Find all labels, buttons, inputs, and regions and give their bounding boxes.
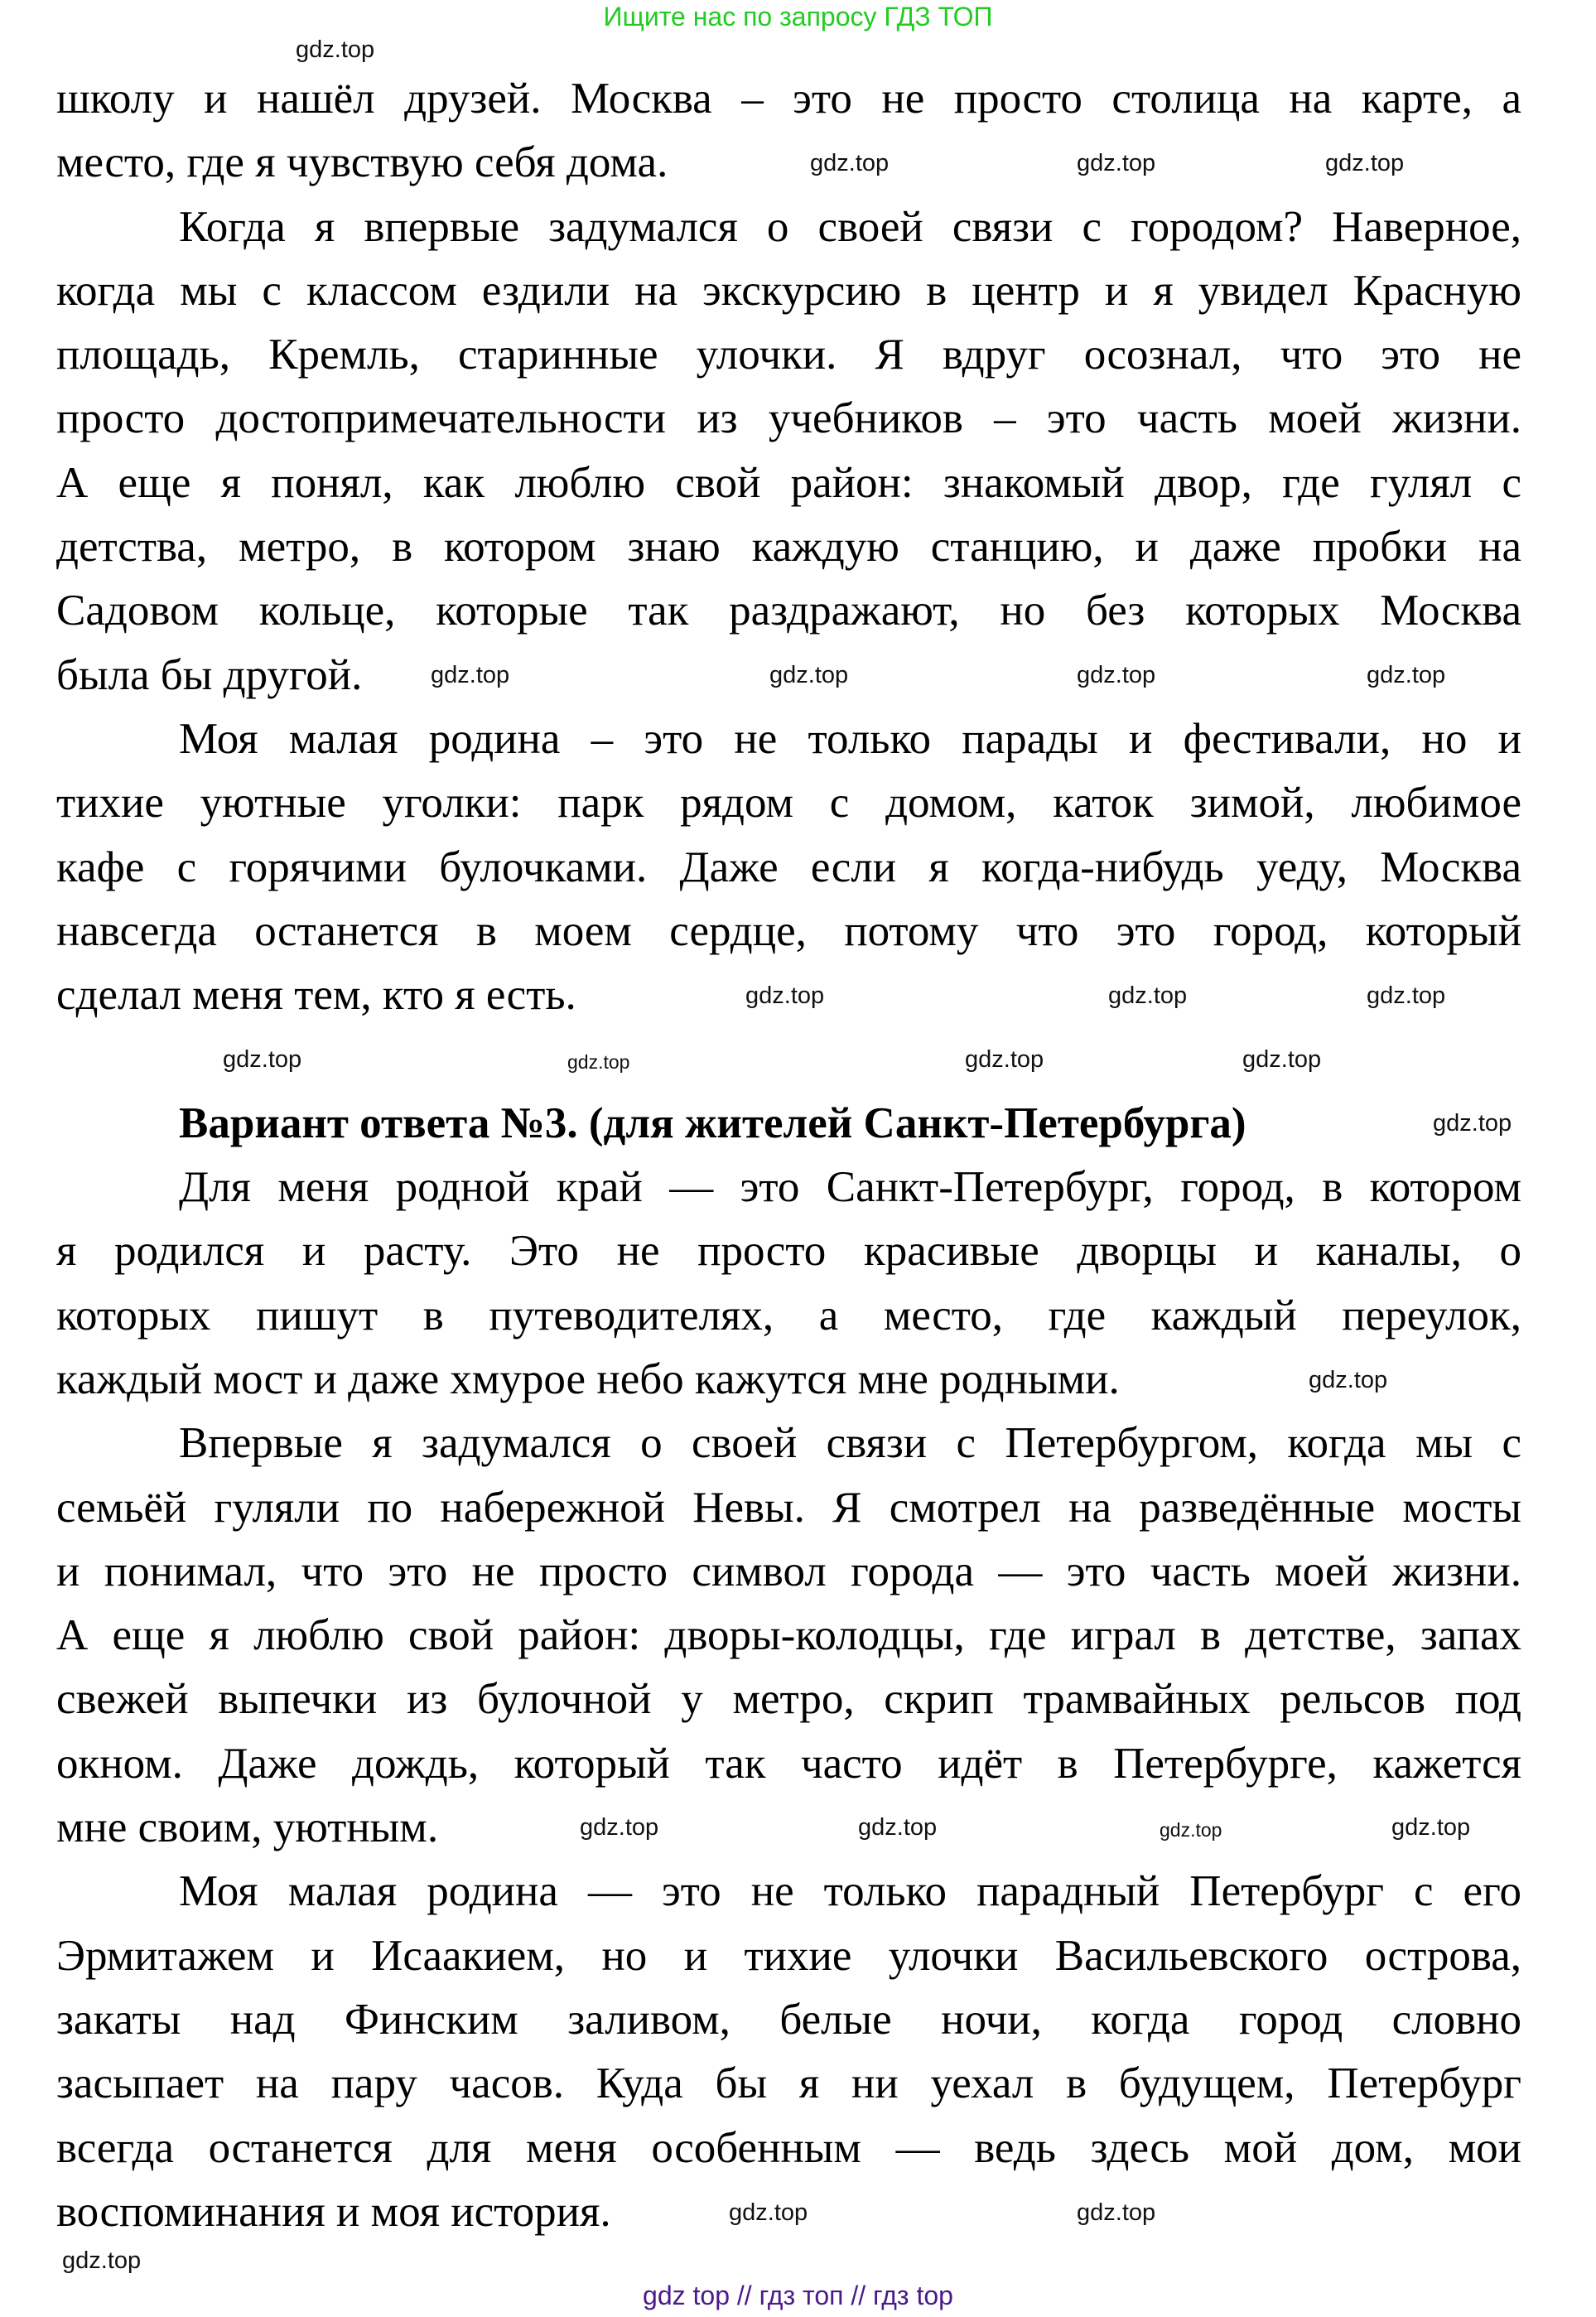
text-line: была бы другой.	[56, 650, 363, 699]
watermark: gdz.top	[769, 662, 849, 688]
watermark: gdz.top	[296, 36, 375, 63]
text-line: засыпает на пару часов. Куда бы я ни уехал в будущем, Петербург	[56, 2059, 1521, 2108]
text-line: каждый мост и даже хмурое небо кажутся мне родными.	[56, 1354, 1120, 1403]
text-line: просто достопримечательности из учебников – это часть моей жизни.	[56, 394, 1521, 443]
text-line: кафе с горячими булочками. Даже если я когда-нибудь уеду, Москва	[56, 842, 1521, 891]
text-line: которых пишут в путеводителях, а место, где каждый переулок,	[56, 1291, 1521, 1340]
watermark: gdz.top	[965, 1046, 1044, 1073]
watermark: gdz.top	[1108, 982, 1188, 1009]
text-line: свежей выпечки из булочной у метро, скрип трамвайных рельсов под	[56, 1675, 1521, 1724]
watermark: gdz.top	[1242, 1046, 1322, 1073]
text-line: детства, метро, в котором знаю каждую станцию, и даже пробки на	[56, 523, 1521, 572]
watermark: gdz.top	[1077, 150, 1156, 176]
text-line: А еще я понял, как люблю свой район: знакомый двор, где гулял с	[56, 458, 1521, 507]
watermark: gdz.top	[1367, 982, 1446, 1009]
watermark: gdz.top	[580, 1814, 659, 1841]
text-line: площадь, Кремль, старинные улочки. Я вдруг осознал, что это не	[56, 331, 1521, 379]
text-line: воспоминания и моя история.	[56, 2187, 611, 2236]
text-line: навсегда останется в моем сердце, потому что это город, который	[56, 906, 1521, 955]
search-banner: Ищите нас по запросу ГДЗ ТОП	[603, 2, 993, 31]
watermark: gdz.top	[1077, 662, 1156, 688]
document-body	[56, 67, 1521, 2244]
text-line: и понимал, что это не просто символ города — это часть моей жизни.	[56, 1547, 1521, 1595]
watermark: gdz.top	[431, 662, 510, 688]
watermark: gdz.top	[62, 2247, 142, 2274]
watermark: gdz.top	[1391, 1814, 1471, 1841]
watermark: gdz.top	[223, 1046, 302, 1073]
text-line: место, где я чувствую себя дома.	[56, 138, 668, 187]
text-line: Садовом кольце, которые так раздражают, но без которых Москва	[56, 586, 1521, 635]
text-line: Моя малая родина – это не только парады и фестивали, но и	[179, 714, 1521, 763]
watermark: gdz.top	[1309, 1367, 1388, 1393]
footer-links[interactable]: gdz top // гдз топ // гдз top	[643, 2281, 953, 2310]
watermark: gdz.top	[858, 1814, 938, 1841]
watermark: gdz.top	[810, 150, 890, 176]
text-line: Эрмитажем и Исаакием, но и тихие улочки Васильевского острова,	[56, 1931, 1521, 1980]
text-line: школу и нашёл друзей. Москва – это не просто столица на карте, а	[56, 75, 1521, 123]
section-heading: Вариант ответа №3. (для жителей Санкт-Петербурга)	[179, 1098, 1246, 1147]
text-line: когда мы с классом ездили на экскурсию в центр и я увидел Красную	[56, 266, 1521, 315]
text-line: закаты над Финским заливом, белые ночи, когда город словно	[56, 1995, 1521, 2044]
text-line: Моя малая родина — это не только парадный Петербург с его	[179, 1867, 1521, 1916]
watermark: gdz.top	[1367, 662, 1446, 688]
text-line: А еще я люблю свой район: дворы-колодцы, где играл в детстве, запах	[56, 1611, 1521, 1660]
text-line: я родился и расту. Это не просто красивые дворцы и каналы, о	[56, 1227, 1521, 1276]
watermark: gdz.top	[567, 1051, 630, 1073]
watermark: gdz.top	[1160, 1819, 1222, 1841]
text-line: Для меня родной край — это Санкт-Петербург, город, в котором	[179, 1163, 1521, 1212]
text-line: сделал меня тем, кто я есть.	[56, 971, 576, 1020]
text-line: Когда я впервые задумался о своей связи с городом? Наверное,	[179, 202, 1521, 251]
text-line: тихие уютные уголки: парк рядом с домом, каток зимой, любимое	[56, 779, 1521, 828]
text-line: мне своим, уютным.	[56, 1803, 439, 1852]
text-line: всегда останется для меня особенным — ведь здесь мой дом, мои	[56, 2123, 1521, 2172]
watermark: gdz.top	[745, 982, 825, 1009]
text-line: Впервые я задумался о своей связи с Петербургом, когда мы с	[179, 1419, 1521, 1468]
text-line: окном. Даже дождь, который так часто идёт в Петербурге, кажется	[56, 1739, 1521, 1788]
watermark: gdz.top	[1077, 2199, 1156, 2226]
watermark: gdz.top	[1433, 1110, 1512, 1137]
text-line: семьёй гуляли по набережной Невы. Я смотрел на разведённые мосты	[56, 1483, 1521, 1532]
watermark: gdz.top	[729, 2199, 808, 2226]
watermark: gdz.top	[1325, 150, 1405, 176]
